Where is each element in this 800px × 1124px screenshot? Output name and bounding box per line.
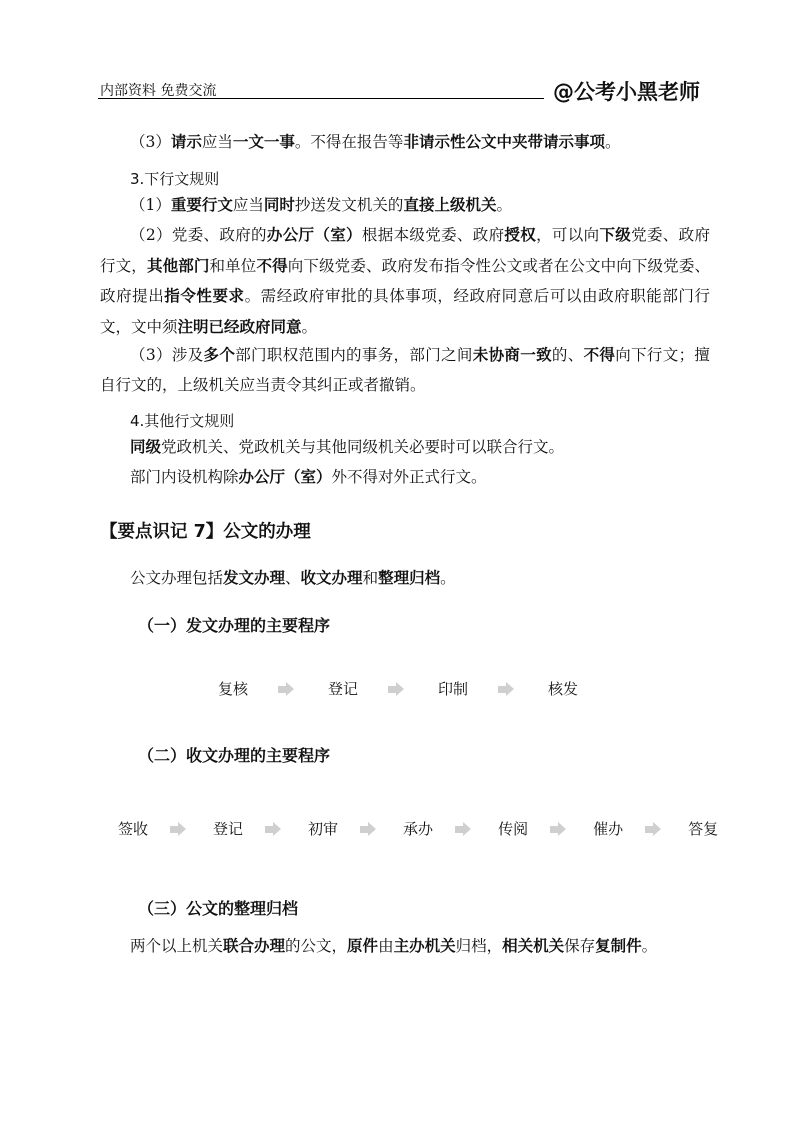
item-number: （3） (130, 346, 172, 364)
flow-step: 传阅 (498, 820, 529, 838)
text: 涉及 (171, 346, 204, 364)
text: 党委、政府的 (171, 226, 267, 244)
bold-text: 办公厅（室） (266, 225, 362, 244)
bold-text: 直接上级机关 (403, 195, 497, 214)
arrow-right-icon (265, 822, 281, 836)
point-intro (130, 563, 710, 594)
flow-step: 复核 (218, 680, 249, 698)
bold-text: 不得 (583, 345, 616, 364)
text: 部门职权范围内的事务，部门之间 (235, 346, 473, 364)
text: 向下级党委、政府发布指令性公文或者在公文中向下级党委、政府提出 (100, 256, 710, 305)
archive-text (130, 931, 730, 962)
bold-text: 办公厅（室） (238, 467, 332, 486)
bold-text: 未协商一致 (472, 345, 552, 364)
text: 。 (301, 317, 318, 336)
downward-item-3 (100, 340, 710, 400)
flow-step: 答复 (688, 820, 719, 838)
flow-step: 初审 (308, 820, 339, 838)
other-line-1 (130, 432, 710, 463)
bold-text: 相关机关 (502, 936, 565, 955)
text: 应当 (232, 196, 264, 214)
bold-text: 联合办理 (223, 936, 286, 955)
flow-step: 登记 (328, 680, 359, 698)
bold-text: 收文办理 (300, 568, 363, 587)
bold-text: 主办机关 (393, 936, 456, 955)
text: 和 (362, 569, 379, 587)
text: 、 (285, 569, 301, 587)
downward-item-2 (100, 220, 710, 342)
bold-text: 发文办理 (223, 568, 286, 587)
text: 应当 (201, 133, 233, 151)
text: 部门内设机构除 (130, 468, 239, 486)
bold-text: 多个 (203, 345, 236, 364)
text: 根据本级党委、政府 (361, 226, 505, 244)
text: 向下行文；擅自行文的，上级机关应当责令其纠正或者撤销。 (100, 346, 710, 394)
text: 保存 (564, 937, 596, 955)
text: ，可以向 (536, 226, 600, 244)
flow-step: 承办 (403, 820, 434, 838)
other-line-2 (130, 462, 710, 493)
text: 抄送发文机关的 (294, 196, 404, 214)
section-title-other: 4.其他行文规则 (130, 412, 235, 430)
arrow-right-icon (645, 822, 661, 836)
text: 。需经政府审批的具体事项，经政府同意后可以由政府职能部门行文，文中须 (100, 287, 710, 336)
arrow-right-icon (360, 822, 376, 836)
send-flow (218, 678, 578, 699)
bold-text: 同时 (263, 195, 295, 214)
arrow-right-icon (455, 822, 471, 836)
text: 外不得对外正式行文。 (331, 468, 487, 486)
arrow-right-icon (550, 822, 566, 836)
flow-step: 印制 (438, 680, 469, 698)
flow-step: 催办 (593, 820, 624, 838)
text: 党委、政府行文， (100, 226, 710, 275)
item-number: （2） (130, 226, 172, 244)
flow-step: 核发 (548, 680, 579, 698)
bold-text: 下级 (599, 225, 632, 244)
text: 。 (440, 569, 456, 587)
text: 。 (604, 133, 621, 151)
bold-text: 一文一事 (232, 132, 295, 151)
text: 和单位 (209, 256, 257, 275)
bold-text: 指令性要求 (164, 286, 245, 305)
arrow-right-icon (170, 822, 186, 836)
bold-text: 原件 (347, 936, 379, 955)
text: 两个以上机关 (130, 937, 224, 955)
send-heading: （一）发文办理的主要程序 (138, 616, 331, 635)
header-left-text: 内部资料 免费交流 (100, 83, 217, 99)
archive-heading: （三）公文的整理归档 (138, 899, 299, 918)
point-title: 【要点识记 7】公文的办理 (100, 522, 311, 542)
item-number: （3） (130, 133, 171, 151)
bold-text: 整理归档 (378, 568, 441, 587)
arrow-right-icon (388, 682, 404, 696)
text: 的、 (551, 346, 584, 364)
text: 。 (496, 196, 512, 214)
bold-text: 其他部门 (146, 255, 210, 275)
arrow-right-icon (498, 682, 514, 696)
text: 的公文， (285, 937, 348, 955)
bold-text: 注明已经政府同意 (177, 316, 302, 336)
text: 。 (641, 937, 658, 955)
rule-item-3 (130, 127, 710, 158)
downward-item-1 (130, 190, 710, 221)
receive-heading: （二）收文办理的主要程序 (138, 746, 331, 765)
header-author: @公考小黑老师 (553, 80, 700, 104)
text: 由 (378, 937, 394, 955)
bold-text: 重要行文 (170, 195, 233, 214)
bold-text: 非请示性公文中夹带请示事项 (403, 132, 605, 151)
text: 党政机关、党政机关与其他同级机关必要时可以联合行文。 (161, 438, 565, 456)
section-title-downward: 3.下行文规则 (130, 170, 220, 188)
bold-text: 同级 (130, 437, 162, 456)
flow-step: 登记 (213, 820, 244, 838)
bold-text: 不得 (256, 255, 288, 275)
bold-text: 请示 (170, 132, 202, 151)
text: 。不得在报告等 (294, 133, 404, 151)
flow-step: 签收 (118, 820, 149, 838)
receive-flow (118, 818, 718, 839)
bold-text: 复制件 (595, 936, 642, 955)
header-rule (98, 98, 544, 99)
text: 归档， (455, 937, 503, 955)
bold-text: 授权 (504, 225, 537, 244)
arrow-right-icon (278, 682, 294, 696)
item-number: （1） (130, 196, 171, 214)
text: 公文办理包括 (130, 569, 224, 587)
